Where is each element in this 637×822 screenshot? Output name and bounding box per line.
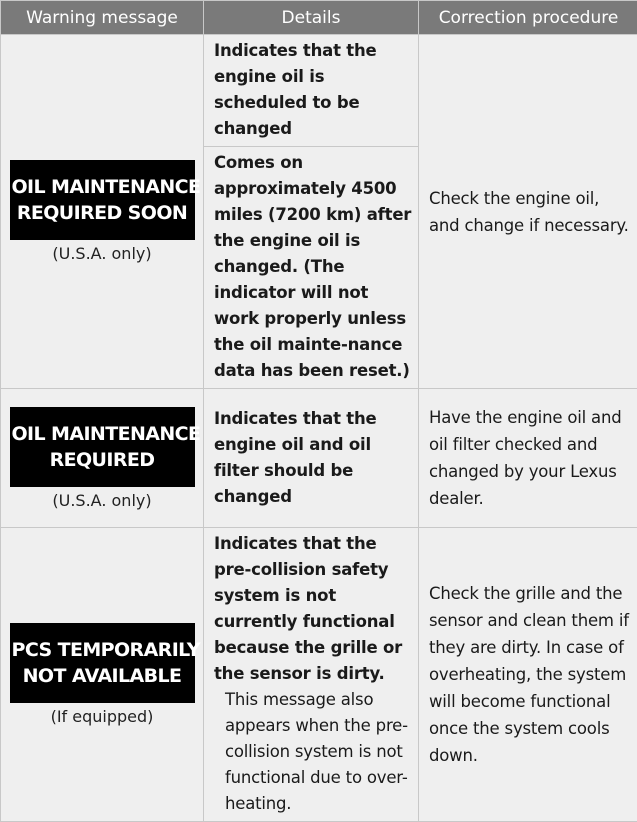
header-correction-procedure: Correction procedure	[419, 1, 637, 35]
badge-line-2: REQUIRED SOON	[12, 200, 193, 226]
badge-line-2: NOT AVAILABLE	[12, 663, 193, 689]
region-note: (If equipped)	[1, 707, 203, 726]
warning-display-badge	[10, 407, 195, 487]
correction-cell: Have the engine oil and oil filter checked and changed by your Lexus dealer.	[419, 389, 637, 528]
details-cell: Indicates that the engine oil and oil filter should be changed	[204, 389, 419, 528]
badge-line-1: PCS TEMPORARILY	[12, 637, 193, 663]
warning-cell	[1, 528, 204, 822]
table-row	[1, 389, 637, 528]
details-cell: Indicates that the engine oil is scheduled to be changed	[204, 35, 419, 147]
warning-cell	[1, 389, 204, 528]
correction-cell: Check the grille and the sensor and clean them if they are dirty. In case of overheating, the system will become functional once the system cools down.	[419, 528, 637, 822]
header-warning-message: Warning message	[1, 1, 204, 35]
details-sub-note: This message also appears when the pre-collision system is not functional due to over-heating.	[214, 687, 412, 817]
region-note: (U.S.A. only)	[1, 244, 203, 263]
correction-cell: Check the engine oil, and change if necessary.	[419, 35, 637, 389]
warning-display-badge	[10, 623, 195, 703]
badge-line-1: OIL MAINTENANCE	[12, 174, 193, 200]
details-cell	[204, 528, 419, 822]
badge-line-1: OIL MAINTENANCE	[12, 421, 193, 447]
badge-line-2: REQUIRED	[12, 447, 193, 473]
region-note: (U.S.A. only)	[1, 491, 203, 510]
table-row	[1, 35, 637, 147]
warning-display-badge	[10, 160, 195, 240]
table-row	[1, 528, 637, 822]
table-header-row	[1, 1, 637, 35]
details-text: Indicates that the pre-collision safety system is not currently functional because the grille or the sensor is dirty.	[214, 534, 402, 683]
details-cell: Comes on approximately 4500 miles (7200 km) after the engine oil is changed. (The indicator will not work properly unless the oil mainte-nance data has been reset.)	[204, 147, 419, 389]
warning-cell	[1, 35, 204, 389]
header-details: Details	[204, 1, 419, 35]
